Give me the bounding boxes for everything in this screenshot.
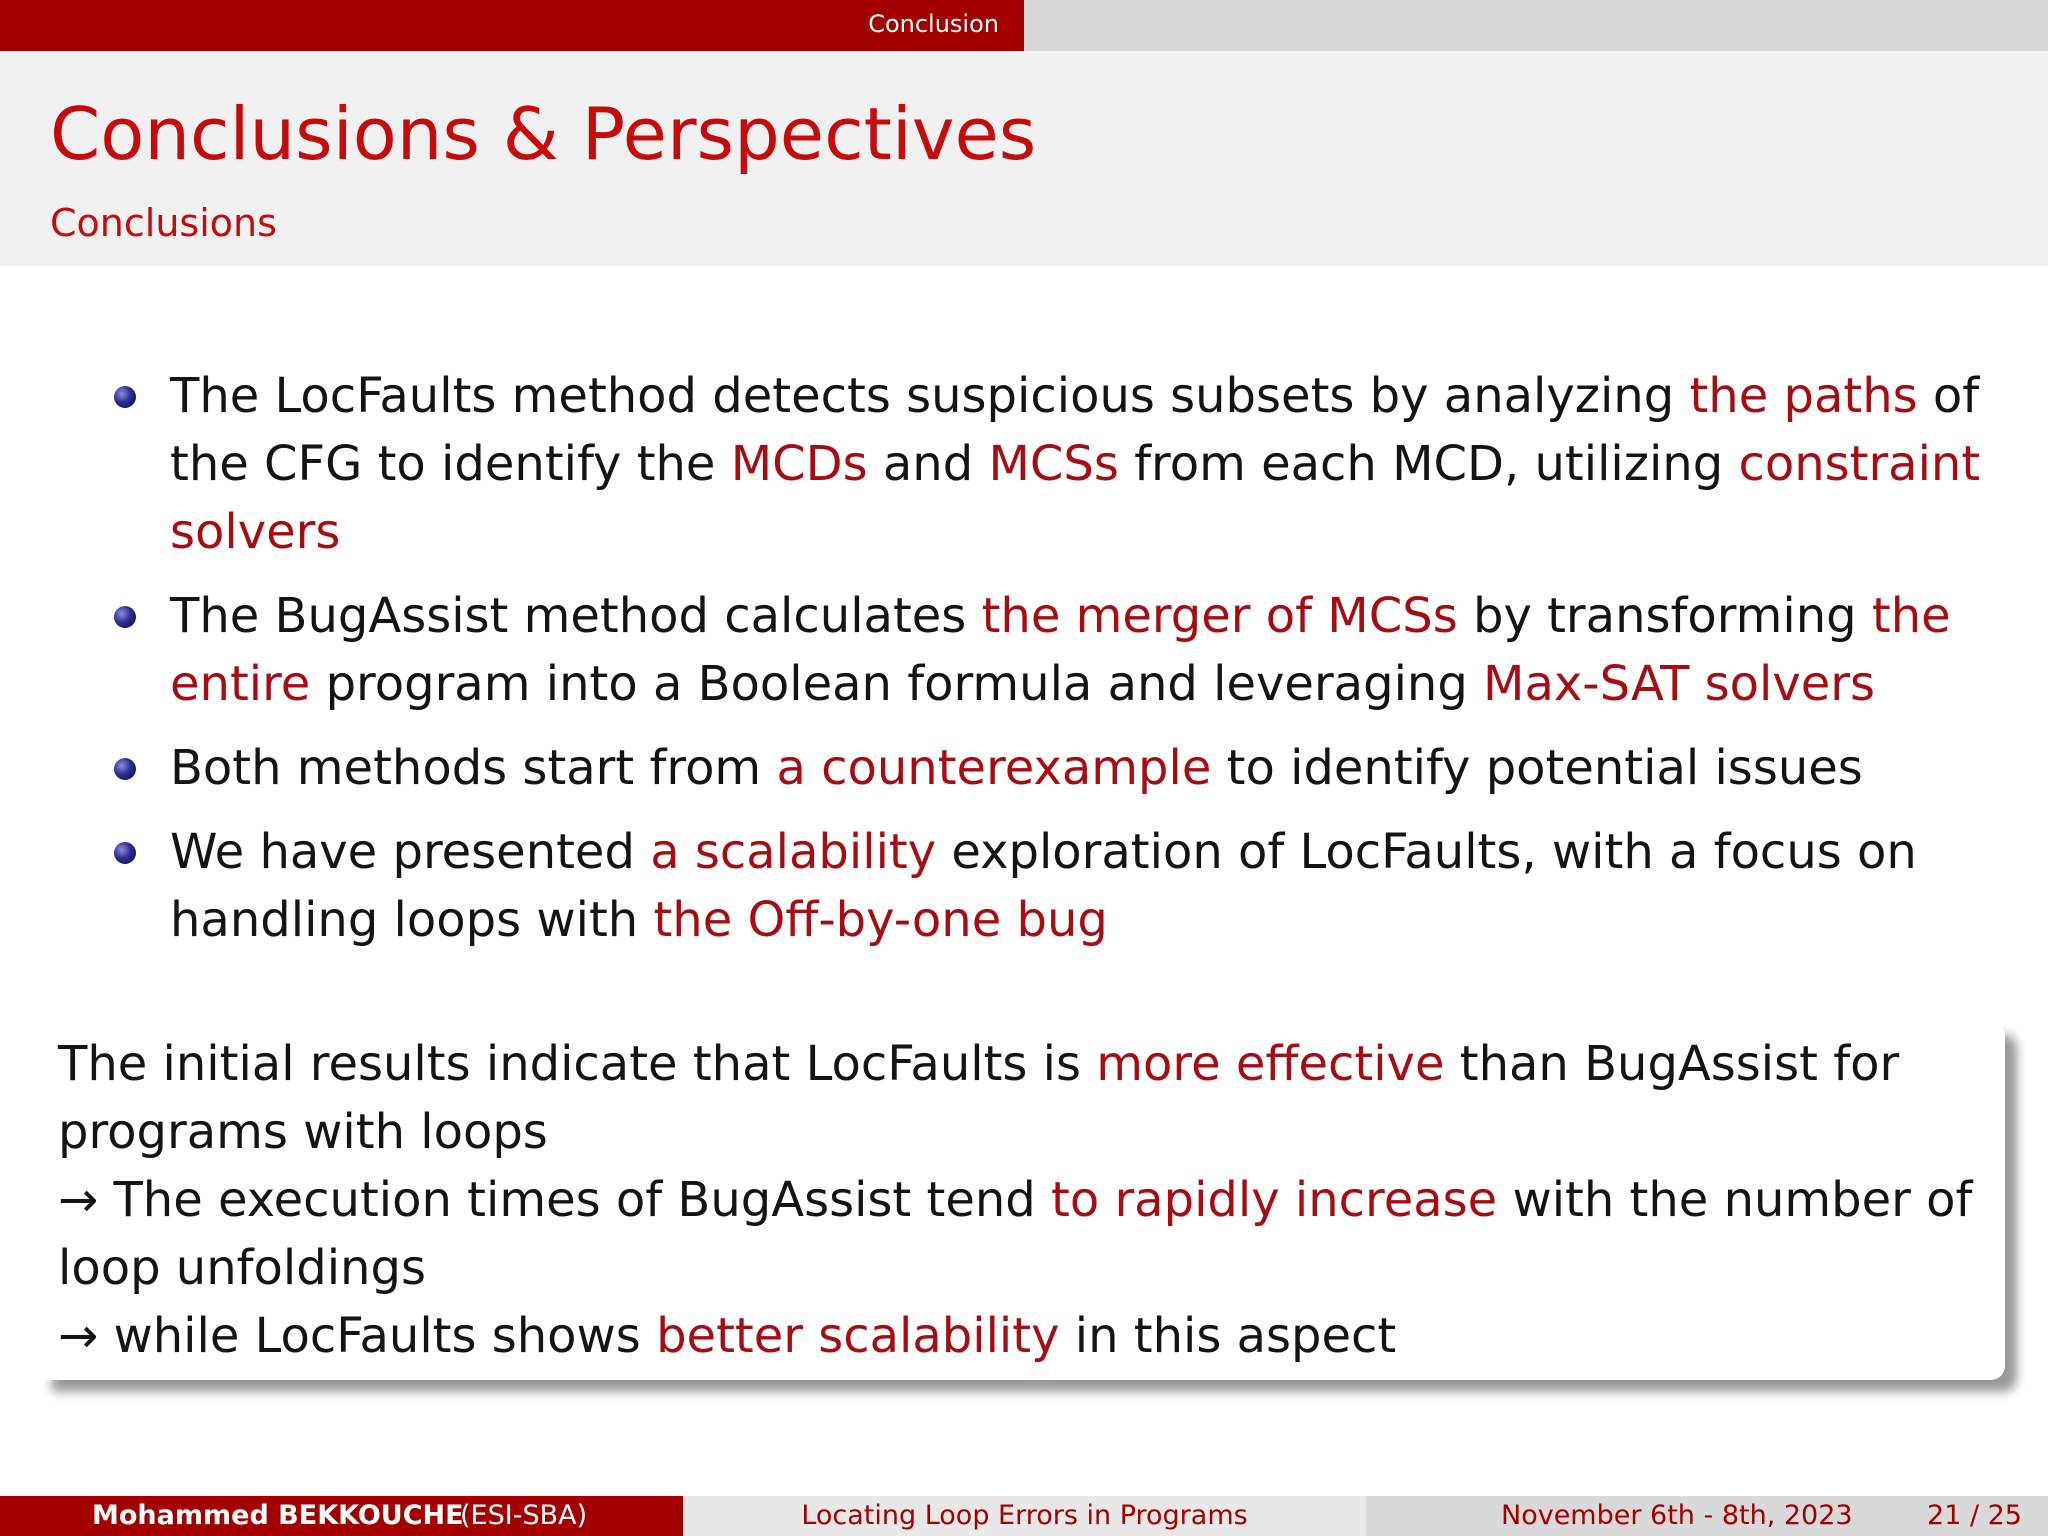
text-segment: → The execution times of BugAssist tend: [58, 1172, 1051, 1228]
highlight-segment: a counterexample: [776, 740, 1212, 796]
footer-title: Locating Loop Errors in Programs: [801, 1500, 1248, 1531]
footer-bar: [0, 1496, 2048, 1536]
text-segment: Both methods start from: [170, 740, 777, 796]
footer-author-section: [0, 1496, 683, 1536]
highlight-segment: a scalability: [650, 824, 937, 880]
text-segment: from each MCD, utilizing: [1118, 436, 1739, 492]
frame-subtitle: Conclusions: [50, 201, 277, 245]
bullet-item: [110, 362, 1990, 566]
text-segment: and: [867, 436, 989, 492]
text-segment: loop unfoldings: [58, 1240, 426, 1296]
bullet-text: [170, 824, 1917, 948]
bullet-ball-icon: [114, 386, 136, 408]
highlight-segment: the paths: [1689, 368, 1918, 424]
footer-date-section: [1366, 1496, 2048, 1536]
frame-title-block: [0, 51, 2048, 266]
nav-bar-filler: [1024, 0, 2048, 51]
block-line: [58, 1302, 1985, 1370]
footer-author: Mohammed BEKKOUCHE: [92, 1500, 464, 1531]
highlight-segment: more effective: [1096, 1036, 1445, 1092]
bullet-ball-icon: [114, 842, 136, 864]
highlight-segment: MCSs: [988, 436, 1119, 492]
highlight-segment: the Off-by-one bug: [653, 892, 1108, 948]
page-number: 21 / 25: [1927, 1500, 2022, 1531]
footer-institute: (ESI-SBA): [460, 1500, 588, 1531]
results-block-body: [58, 1030, 1985, 1370]
highlight-segment: the entire: [170, 588, 1951, 712]
text-segment: than BugAssist for: [1444, 1036, 1900, 1092]
bullet-item: [110, 734, 1990, 802]
highlight-segment: better scalability: [656, 1308, 1060, 1364]
text-segment: of the CFG to identify the: [170, 368, 1980, 492]
text-segment: program into a Boolean formula and leveraging: [310, 656, 1484, 712]
text-segment: to identify potential issues: [1211, 740, 1863, 796]
highlight-segment: Max-SAT solvers: [1483, 656, 1876, 712]
text-segment: The LocFaults method detects suspicious subsets by analyzing: [170, 368, 1690, 424]
bullet-text: [170, 588, 1951, 712]
highlight-segment: the merger of MCSs: [981, 588, 1458, 644]
conclusion-bullet-list: [110, 362, 1990, 970]
highlight-segment: MCDs: [730, 436, 868, 492]
text-segment: We have presented: [170, 824, 651, 880]
text-segment: in this aspect: [1059, 1308, 1397, 1364]
text-segment: → while LocFaults shows: [58, 1308, 657, 1364]
bullet-item: [110, 818, 1990, 954]
frame-title: Conclusions & Perspectives: [50, 92, 1037, 176]
bullet-item: [110, 582, 1990, 718]
text-segment: by transforming: [1457, 588, 1872, 644]
text-segment: programs with loops: [58, 1104, 548, 1160]
bullet-text: [170, 368, 1980, 560]
nav-section-conclusion[interactable]: Conclusion: [0, 0, 1024, 51]
block-line: [58, 1030, 1985, 1098]
results-block: [40, 1022, 2005, 1380]
bullet-text: [170, 740, 1863, 796]
highlight-segment: constraint solvers: [170, 436, 1981, 560]
navigation-bar: [0, 0, 2048, 51]
text-segment: with the number of: [1497, 1172, 1973, 1228]
block-line: [58, 1234, 1985, 1302]
bullet-ball-icon: [114, 758, 136, 780]
footer-title-section: [683, 1496, 1366, 1536]
text-segment: exploration of LocFaults, with a focus on handling loops with: [170, 824, 1917, 948]
block-line: [58, 1098, 1985, 1166]
text-segment: The initial results indicate that LocFaults is: [58, 1036, 1097, 1092]
block-line: [58, 1166, 1985, 1234]
text-segment: The BugAssist method calculates: [170, 588, 982, 644]
footer-date: November 6th - 8th, 2023: [1501, 1500, 1853, 1531]
bullet-ball-icon: [114, 606, 136, 628]
highlight-segment: to rapidly increase: [1051, 1172, 1498, 1228]
